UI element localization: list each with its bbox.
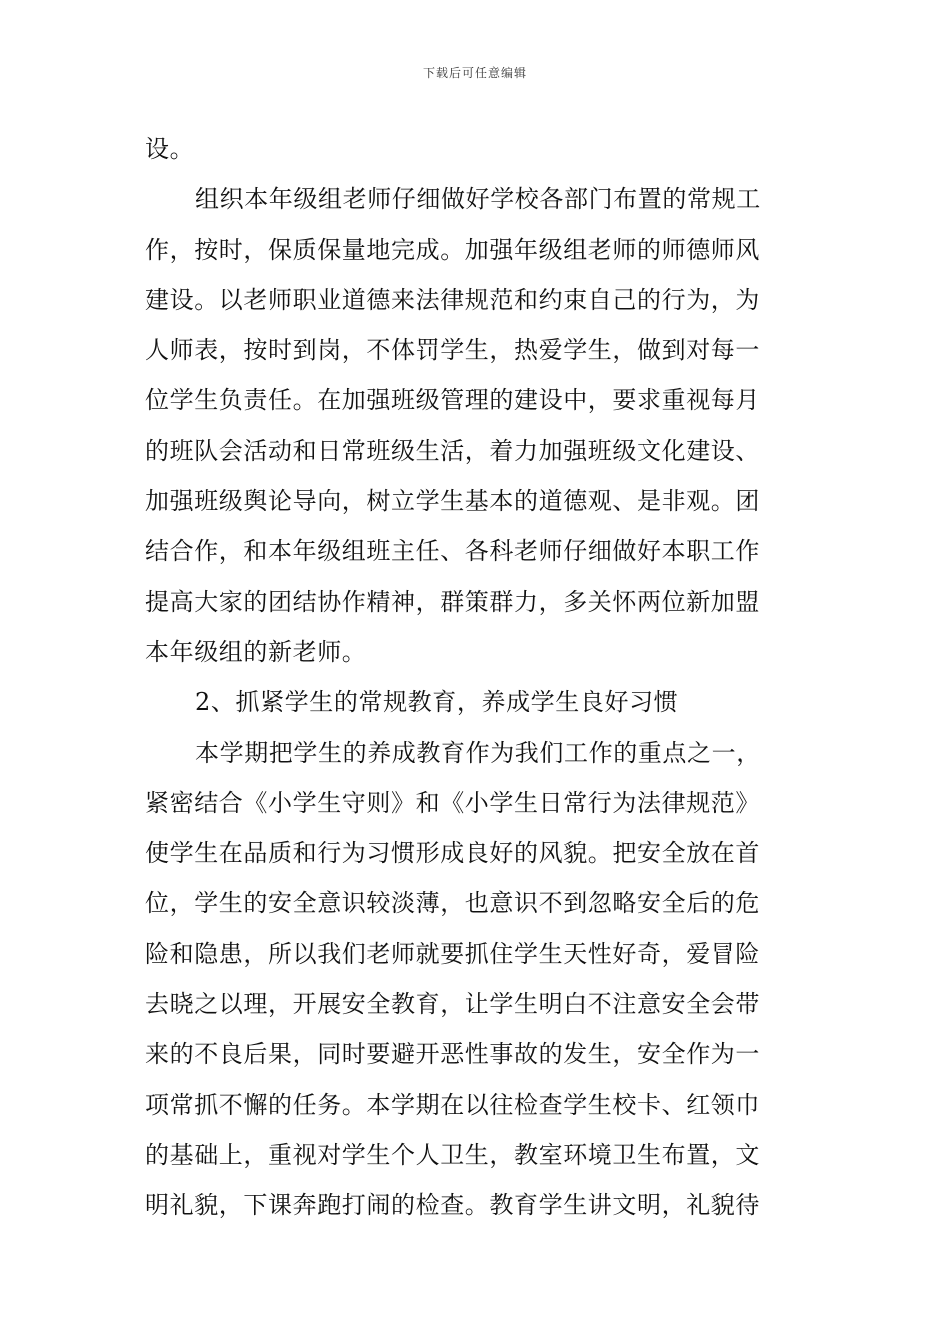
text-line: 去晓之以理，开展安全教育，让学生明白不注意安全会带 (145, 990, 760, 1019)
text-line: 明礼貌，下课奔跑打闹的检查。教育学生讲文明，礼貌待 (145, 1191, 760, 1220)
text-line: 的基础上，重视对学生个人卫生，教室环境卫生布置，文 (145, 1140, 760, 1169)
text-line: 位，学生的安全意识较淡薄，也意识不到忽略安全后的危 (145, 889, 760, 918)
text-line: 作，按时，保质保量地完成。加强年级组老师的师德师风 (145, 235, 760, 264)
text-line: 项常抓不懈的任务。本学期在以往检查学生校卡、红领巾 (145, 1090, 760, 1119)
text-line: 险和隐患，所以我们老师就要抓住学生天性好奇，爱冒险 (145, 939, 760, 968)
text-line: 2、抓紧学生的常规教育，养成学生良好习惯 (195, 688, 679, 717)
text-line: 来的不良后果，同时要避开恶性事故的发生，安全作为一 (145, 1040, 760, 1069)
text-line: 组织本年级组老师仔细做好学校各部门布置的常规工 (195, 185, 761, 214)
text-line: 人师表，按时到岗，不体罚学生，热爱学生，做到对每一 (145, 336, 760, 365)
page-header: 下载后可任意编辑 (422, 66, 527, 80)
text-line: 本学期把学生的养成教育作为我们工作的重点之一， (195, 738, 761, 767)
text-line: 建设。以老师职业道德来法律规范和约束自己的行为，为 (145, 285, 760, 314)
text-line: 结合作，和本年级组班主任、各科老师仔细做好本职工作 (145, 537, 760, 566)
text-line: 加强班级舆论导向，树立学生基本的道德观、是非观。团 (145, 487, 760, 516)
text-line: 紧密结合《小学生守则》和《小学生日常行为法律规范》 (145, 788, 760, 817)
text-line: 使学生在品质和行为习惯形成良好的风貌。把安全放在首 (145, 839, 760, 868)
text-line: 本年级组的新老师。 (145, 637, 367, 666)
text-line: 位学生负责任。在加强班级管理的建设中，要求重视每月 (145, 386, 760, 415)
text-line: 的班队会活动和日常班级生活，着力加强班级文化建设、 (145, 436, 760, 465)
text-line: 提高大家的团结协作精神，群策群力，多关怀两位新加盟 (145, 587, 760, 616)
text-line: 设。 (145, 135, 195, 163)
document-body (145, 124, 810, 1231)
